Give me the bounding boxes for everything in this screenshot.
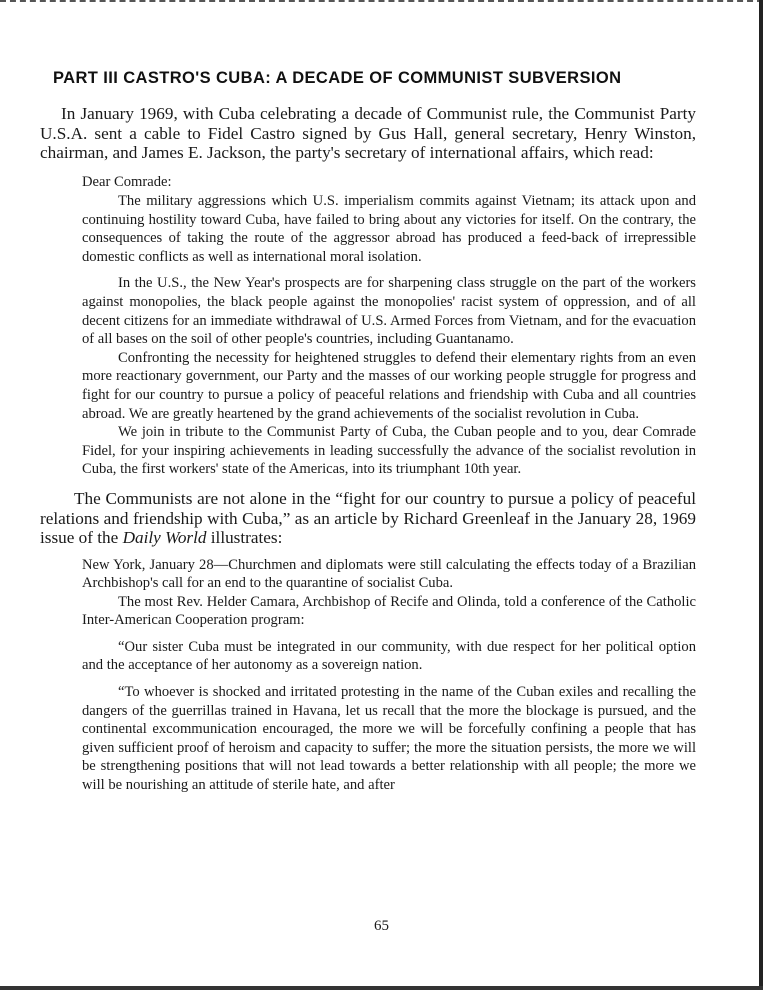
article-paragraph: New York, January 28—Churchmen and diplomats were still calculating the effects today of a Brazilian Archbishop's call for an end to the quarantine of socialist Cuba. [82,556,696,592]
article-intro-paragraph [40,489,696,548]
cable-letter [82,173,696,480]
letter-paragraph: Confronting the necessity for heightened struggles to defend their elementary rights from an even more reactionary government, our Party and the masses of our working people struggle for progress and fight for our country to pursue a policy of peaceful relations and friendship with Cuba and all countries abroad. We are greatly heartened by the grand achievements of the socialist revolution in Cuba. [82,349,696,422]
letter-salutation: Dear Comrade: [82,173,172,190]
publication-title: Daily World [122,528,207,547]
article-paragraph: “To whoever is shocked and irritated protesting in the name of the Cuban exiles and recalling the dangers of the guerrillas trained in Havana, let us recall that the more the blockage is pursued, and the continental excommunication encouraged, the more we will be forcefully confining a people that has given sufficient proof of heroism and capacity to suffer; the more the situation persists, the more we will be strengthening positions that will not lead towards a better relationship with all people; the more we will be nourishing an attitude of sterile hate, and after [82,684,696,794]
scan-edge-top [0,0,763,6]
quoted-article [82,556,696,795]
article-paragraph: “Our sister Cuba must be integrated in our community, with due respect for her political option and the acceptance of her autonomy as a sovereign nation. [82,638,696,674]
article-paragraph: The most Rev. Helder Camara, Archbishop of Recife and Olinda, told a conference of the Catholic Inter-American Cooperation program: [82,593,696,629]
article-intro-text: The Communists are not alone in the “fight for our country to pursue a policy of peaceful relations and friendship with Cuba,” as an article by Richard Greenleaf in the January 28, 1969 issue of the [40,489,696,547]
letter-paragraph: We join in tribute to the Communist Party of Cuba, the Cuban people and to you, dear Comrade Fidel, for your inspiring achievements in leading successfully the advance of the socialist revolution in Cuba, the first workers' state of the Americas, into its triumphant 10th year. [82,424,696,478]
section-heading: PART III CASTRO'S CUBA: A DECADE OF COMMUNIST SUBVERSION [53,69,622,87]
article-intro-text-end: illustrates: [206,528,283,547]
scan-edge-right [759,0,763,990]
letter-paragraph: In the U.S., the New Year's prospects are for sharpening class struggle on the part of the workers against monopolies, the black people against the monopolies' racist system of oppression, and of all decent citizens for an immediate withdrawal of U.S. Armed Forces from Vietnam, and for the evacuation of all bases on the soil of other people's countries, including Guantanamo. [82,275,696,348]
letter-paragraph: The military aggressions which U.S. imperialism commits against Vietnam; its attack upon and continuing hostility toward Cuba, have failed to bring about any victories for itself. On the contrary, the consequences of taking the route of the aggressor abroad has produced a feed-back of irrepressible domestic conflicts as well as international moral isolation. [82,193,696,265]
document-page [40,66,696,795]
scan-edge-bottom [0,986,763,990]
page-number: 65 [374,918,389,934]
intro-paragraph: In January 1969, with Cuba celebrating a decade of Communist rule, the Communist Party U.S.A. sent a cable to Fidel Castro signed by Gus Hall, general secretary, Henry Winston, chairman, and James E. Jackson, the party's secretary of international affairs, which read: [40,104,696,162]
